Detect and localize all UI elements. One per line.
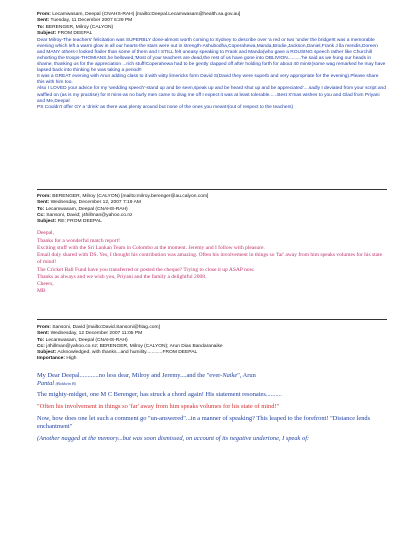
email-1-body [37, 38, 387, 111]
to-value: Lecamwasam, Deepal (CNAHS-RAH) [45, 337, 128, 343]
sent-label: Sent: [37, 18, 50, 24]
email-2-line: Exciting stuff with the Sri Lankan Team in Colombo at the moment. Jeremy and I follow with pleasure. [37, 244, 265, 251]
email-3-paragraph: (Another nagged at the memory...but was soon dismissed, on account of its negative undertone, I speak of: [37, 434, 310, 442]
to-value: Lecamwasam, Deepal (CNAHS-RAH) [45, 206, 128, 212]
greeting-text: My Dear Deepal............no less dear, Milroy and Jeremy....and the "ever- [37, 371, 223, 379]
from-label: From: [37, 194, 51, 199]
to-label: To: [37, 24, 45, 30]
from-label: From: [37, 325, 51, 330]
email-1-header [37, 12, 387, 37]
cc-value: Sansoni, David; j4hillman@yahoo.co.nz [46, 212, 133, 218]
email-1-paragraph: It was a GREAT evening with Arun adding class to it with witty limericks form David S(David they were superb and very appropriate for the evening).Please share this with him too. [37, 74, 379, 86]
from-value: BERENGER, Milroy (CALYON) [mailto:milroy.berenger@au.calyon.com] [52, 194, 209, 199]
to-label: To: [37, 337, 45, 343]
subject-line [37, 31, 387, 37]
from-value: Sansoni, David [mailto:David.Sansoni@hlag.com] [52, 325, 160, 330]
divider [37, 319, 387, 320]
subject-value: RE: FROM DEEPAL [57, 219, 102, 225]
pantal-text: Pantal [37, 379, 55, 387]
importance-label: Importance: [37, 356, 65, 362]
email-2-header [37, 194, 387, 225]
sent-value: Wednesday, December 12, 2007 7:19 AM [50, 200, 141, 206]
email-2-line: Thanks for a wonderful match report! [37, 237, 120, 244]
subject-label: Subject: [37, 350, 57, 356]
email-1-paragraph: PS Couldn't offer GY a 'drink' as there was plenty around but none of the ones you meant!(out of respect to the teachers) [37, 104, 294, 110]
subject-value: Acknowledged, with thanks...and humility............FROM DEEPAL [57, 350, 198, 356]
cc-value: j4hillman@yahoo.co.nz; BERENGER, Milroy (CALYON); Arun Dias Bandaranaike [46, 343, 223, 349]
email-1 [37, 12, 387, 111]
greeting-italic: Naike [222, 371, 238, 379]
email-2-line: Email duly shared with DS. Yes, I thought his contribution was amazing. Often his involvement in things so 'far' away from him speaks volumes for his state of mind! [37, 252, 383, 266]
email-2-line: Deepal, [37, 230, 54, 237]
email-3-header [37, 325, 387, 363]
email-3 [37, 325, 387, 446]
email-1-paragraph: Dear Milroy-The teachers' felicitation was SUPERBLY done-almost worth coming to Sydney to describe over 'a red or two 'under the bridge!It was a memorable evening which left a warm glow in all our hearts-the stars were out in strength-Ashubodha,Coperahewa,Manda,Brodie,Jackson,Daniel,Frank J lla mendis,Doreen and MANY others-I looked frailer than some of them and I STILL felt uneasy speaking to Frank and Manda(who gave a ROUSING speech rather like Churchill exhorting the troops-THOMIANS,he bellowed,'Most of your teachers are dead,the rest of us have gone into OBLIVION..........'he said as we hung our heads in shame, thanking us for the appreciation ...rich stuff!Coperahewa had to be gently clapped off after holding forth for about 40 mins!(some wag remarked he may have lapsed back into thinking he was taking a period!! [37, 37, 386, 74]
sent-value: Tuesday, 11 December 2007 6:29 PM [50, 18, 133, 24]
importance-value: High [66, 356, 77, 362]
subject-label: Subject: [37, 219, 57, 225]
email-2-line: The Cricket Ball Fund have you transferred or posted the cheque? Trying to close it up ASAP now. [37, 266, 255, 273]
pantal-note: (Baldwin B) [55, 380, 77, 386]
cc-label: Cc: [37, 343, 45, 349]
importance-line [37, 356, 387, 362]
email-3-paragraph: The mighty-midget, one M C Berenger, has struck a chord again! His statement resonates.......... [37, 391, 282, 399]
from-value: Lecamwasam, Deepal (CNAHS-RAH) [mailto:Deepal.Lecamwasam@health.sa.gov.au] [52, 12, 241, 17]
email-2-line: Cheers, [37, 280, 54, 287]
sent-value: Wednesday, 12 December 2007 11:05 PM [50, 331, 143, 337]
email-3-paragraph: Now, how does one let such a comment go "un-answered"...in a manner of speaking? This leaped to the forefront! "Distance lends enchantment" [37, 414, 371, 430]
email-3-greeting [37, 372, 387, 388]
cc-label: Cc: [37, 212, 45, 218]
sent-label: Sent: [37, 331, 50, 337]
email-2-body [37, 230, 387, 295]
email-2-line: MB [37, 288, 46, 295]
email-1-paragraph: Also I LOVED your advice for my 'wedding speech'-stand up and be seen,speak up and be heard shut up and be appreciated'....sadly I deviated from your script and waffled on (as is my practise) for 8 mins-as no burly men came to drag me off I expect it was at least tolerable......Best X'mas wishes to you and Glad from Priyani and Me,Deepal [37, 86, 386, 104]
email-3-body [37, 372, 387, 443]
email-3-quote: "Often his involvement in things so 'far' away from him speaks volumes for his state of mind!" [37, 403, 280, 411]
greeting-end: ", Arun [237, 371, 256, 379]
email-2 [37, 194, 387, 295]
subject-line [37, 219, 387, 225]
from-label: From: [37, 12, 51, 17]
divider [37, 189, 387, 190]
subject-label: Subject: [37, 30, 57, 36]
to-label: To: [37, 206, 45, 212]
subject-value: FROM DEEPAL [57, 30, 93, 36]
email-2-line: Thanks as always and we wish you, Priyani and the family a delightful 2008. [37, 273, 207, 280]
to-value: BERENGER, Milroy (CALYON) [45, 24, 114, 30]
sent-label: Sent: [37, 200, 50, 206]
